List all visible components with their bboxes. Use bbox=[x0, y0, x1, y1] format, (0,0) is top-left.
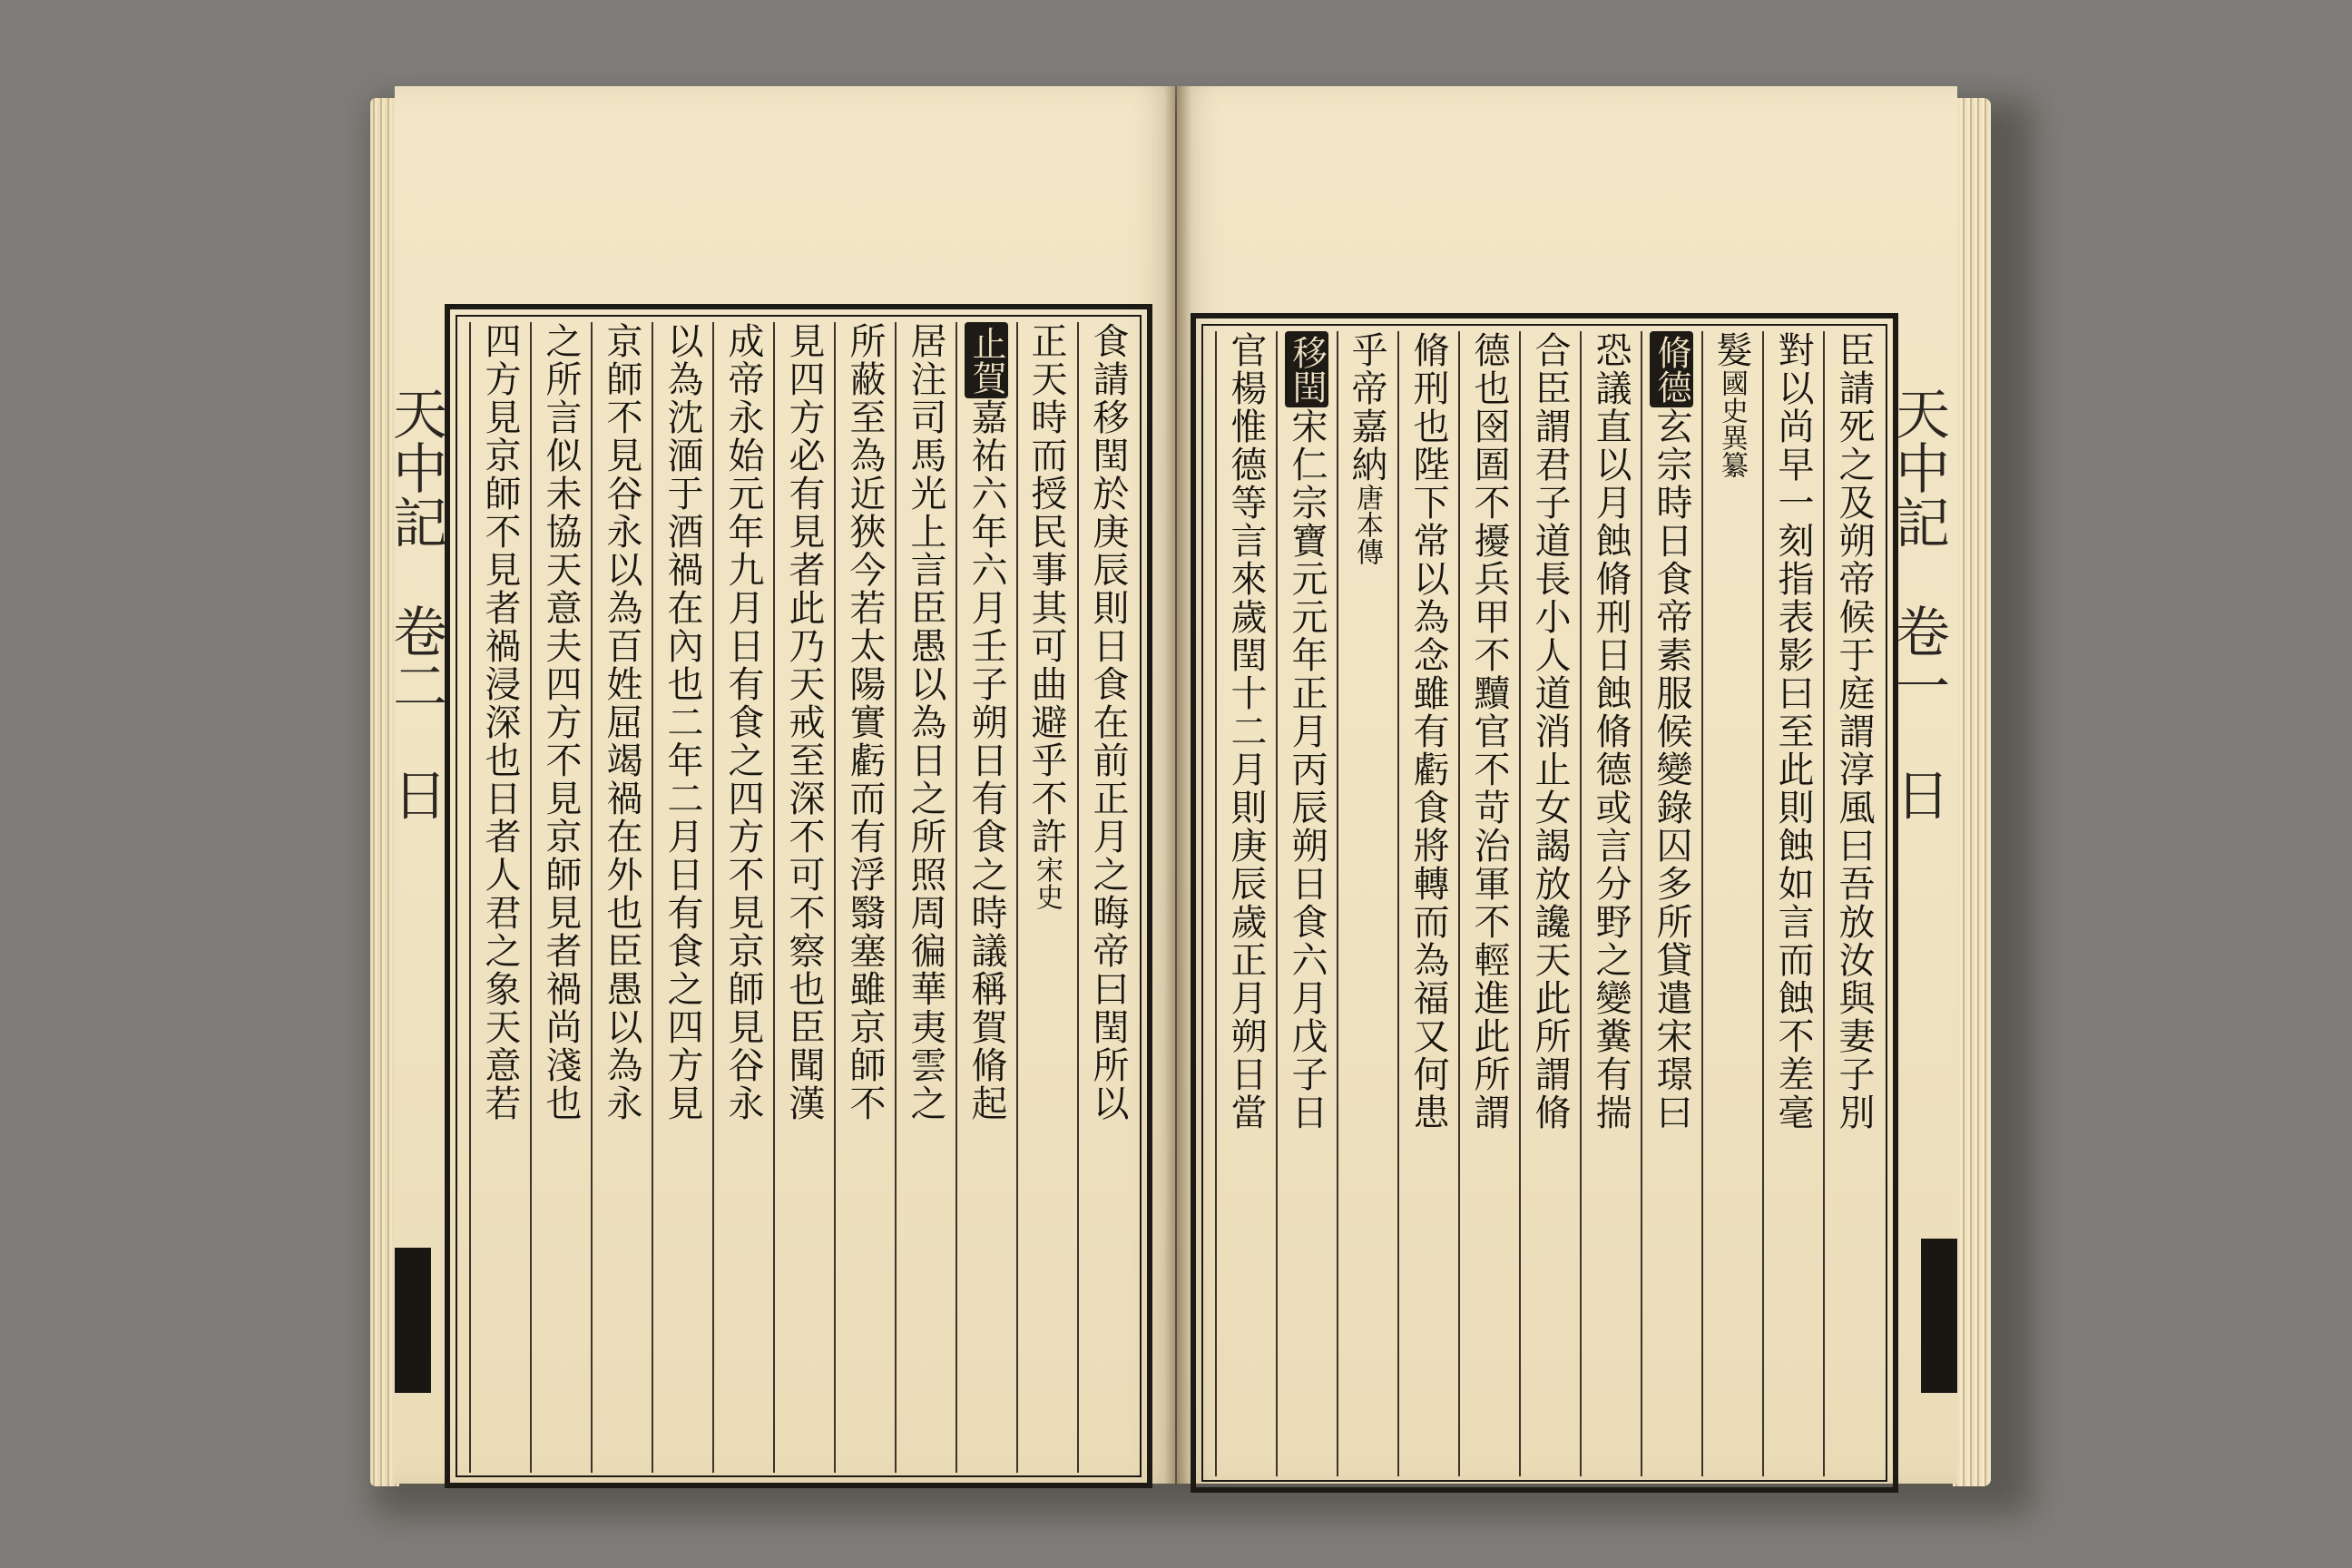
left-fishtail-mark bbox=[395, 1248, 431, 1393]
left-page-margin: 天中記 卷二 日 bbox=[384, 386, 447, 821]
text-column: 四方見京師不見者禍浸深也日者人君之象天意若 bbox=[469, 322, 530, 1473]
text-column: 官楊惟德等言來歲閏十二月則庚辰歲正月朔日當 bbox=[1215, 331, 1276, 1476]
text-column: 之所言似未協天意夫四方不見京師見者禍尚淺也 bbox=[530, 322, 591, 1473]
section-tag: 止賀 bbox=[965, 322, 1008, 398]
right-page-margin: 天中記 卷一 日 bbox=[1886, 386, 1950, 821]
text-column: 合臣謂君子道長小人道消止女謁放讒天此所謂脩 bbox=[1519, 331, 1580, 1476]
right-page bbox=[1177, 86, 1957, 1484]
text-column: 止賀嘉祐六年六月壬子朔日有食之時議稱賀脩起 bbox=[956, 322, 1016, 1473]
text-column: 京師不見谷永以為百姓屈竭禍在外也臣愚以為永 bbox=[591, 322, 652, 1473]
left-text-columns bbox=[461, 322, 1138, 1473]
section-tag: 脩德 bbox=[1650, 331, 1693, 407]
page-edges-right bbox=[1953, 98, 1991, 1486]
text-column: 移閏宋仁宗寶元元年正月丙辰朔日食六月戊子日 bbox=[1276, 331, 1337, 1476]
text-column: 食請移閏於庚辰則日食在前正月之晦帝曰閏所以 bbox=[1077, 322, 1138, 1473]
source-note: 唐本傳 bbox=[1351, 484, 1383, 565]
section-tag: 移閏 bbox=[1285, 331, 1328, 407]
text-column: 所蔽至為近狹今若太陽實虧而有浮翳塞雖京師不 bbox=[834, 322, 895, 1473]
text-column: 乎帝嘉納唐本傳 bbox=[1337, 331, 1397, 1476]
source-note: 國史異纂 bbox=[1716, 369, 1748, 478]
text-column: 髮國史異纂 bbox=[1701, 331, 1762, 1476]
book-gutter bbox=[1164, 86, 1191, 1484]
text-column: 脩刑也陛下常以為念雖有虧食將轉而為福又何患 bbox=[1397, 331, 1458, 1476]
right-fishtail-mark bbox=[1921, 1239, 1957, 1393]
text-column: 對以尚早一刻指表影曰至此則蝕如言而蝕不差毫 bbox=[1762, 331, 1823, 1476]
text-column: 居注司馬光上言臣愚以為日之所照周徧華夷雲之 bbox=[895, 322, 956, 1473]
text-column: 以為沈湎于酒禍在內也二年二月日有食之四方見 bbox=[652, 322, 712, 1473]
right-text-columns bbox=[1207, 331, 1884, 1476]
text-column: 脩德玄宗時日食帝素服候變錄囚多所貸遣宋璟曰 bbox=[1641, 331, 1701, 1476]
text-column: 恐議直以月蝕脩刑日蝕脩德或言分野之變糞有揣 bbox=[1580, 331, 1641, 1476]
left-page bbox=[384, 86, 1175, 1484]
text-column: 臣請死之及朔帝候于庭謂淳風曰吾放汝與妻子別 bbox=[1823, 331, 1884, 1476]
text-column: 見四方必有見者此乃天戒至深不可不察也臣聞漢 bbox=[773, 322, 834, 1473]
text-column: 正天時而授民事其可曲避乎不許宋史 bbox=[1016, 322, 1077, 1473]
source-note: 宋史 bbox=[1031, 856, 1063, 910]
text-column: 成帝永始元年九月日有食之四方不見京師見谷永 bbox=[712, 322, 773, 1473]
text-column: 德也囹圄不擾兵甲不黷官不苛治軍不輕進此所謂 bbox=[1458, 331, 1519, 1476]
